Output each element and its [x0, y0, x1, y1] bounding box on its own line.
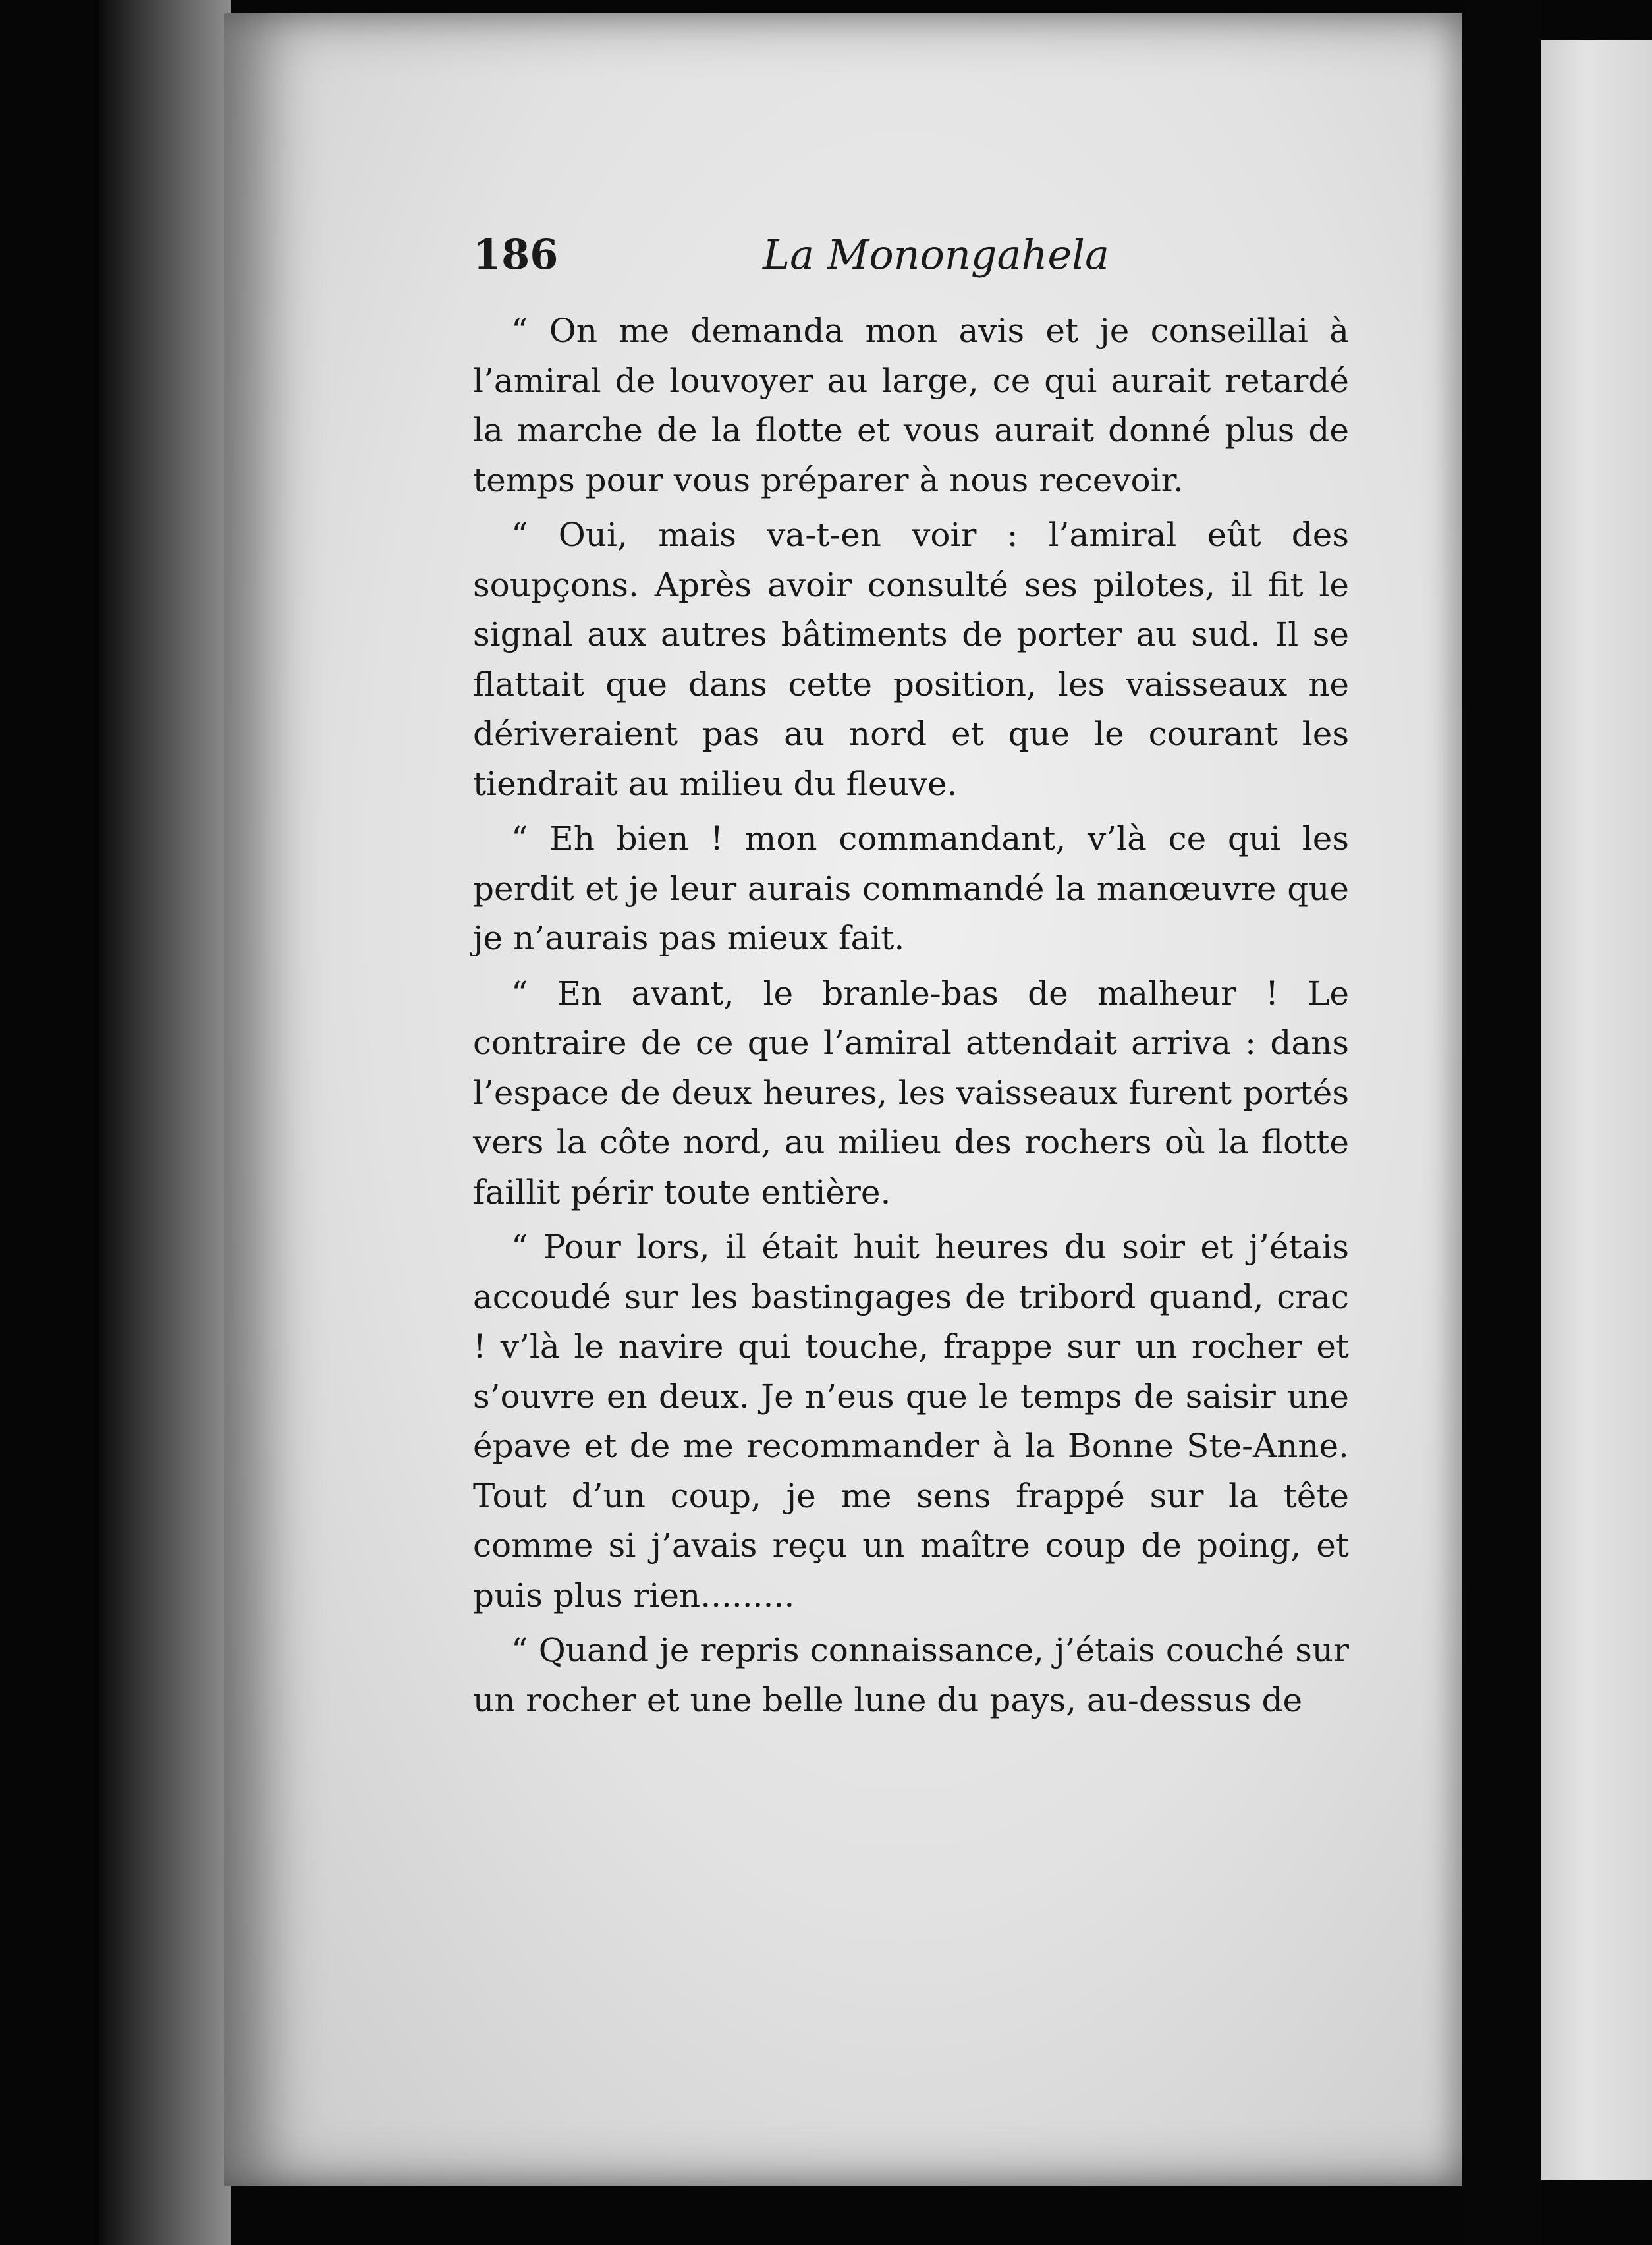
- body-text: [473, 306, 1349, 1731]
- page-number: 186: [473, 231, 559, 279]
- next-page-edge: [1541, 40, 1652, 2180]
- paragraph: “ En avant, le branle-bas de malheur ! Le contraire de ce que l’amiral attendait arriva : dans l’espace de deux heures, les vaisseaux furent portés vers la côte nord, au milieu des rochers où la flotte faillit périr toute entière.: [473, 974, 1349, 1211]
- paragraph: “ Quand je repris connaissance, j’étais couché sur un rocher et une belle lune du pays, au-dessus de: [473, 1631, 1349, 1719]
- page-gutter-shadow: [1462, 0, 1541, 2245]
- paragraph: “ Oui, mais va-t-en voir : l’amiral eût des soupçons. Après avoir consulté ses pilotes, il fit le signal aux autres bâtiments de porter au sud. Il se flattait que dans cette position, les vaisseaux ne dériveraient pas au nord et que le courant les tiendrait au milieu du fleuve.: [473, 516, 1349, 803]
- running-title: La Monongahela: [763, 231, 1109, 279]
- paragraph: “ Eh bien ! mon commandant, v’là ce qui les perdit et je leur aurais commandé la manœuvre que je n’aurais pas mieux fait.: [473, 819, 1349, 957]
- paragraph: “ Pour lors, il était huit heures du soir et j’étais accoudé sur les bastingages de tribord quand, crac ! v’là le navire qui touche, frappe sur un rocher et s’ouvre en deux. Je n’eus que le temps de saisir une épave et de me recommander à la Bonne Ste-Anne. Tout d’un coup, je me sens frappé sur la tête comme si j’avais reçu un maître coup de poing, et puis plus rien.........: [473, 1228, 1349, 1615]
- book-binding-edge: [99, 0, 231, 2245]
- paragraph: “ On me demanda mon avis et je conseillai à l’amiral de louvoyer au large, ce qui aurait retardé la marche de la flotte et vous aurait donné plus de temps pour vous préparer à nous recevoir.: [473, 312, 1349, 499]
- page-header: [473, 231, 1356, 283]
